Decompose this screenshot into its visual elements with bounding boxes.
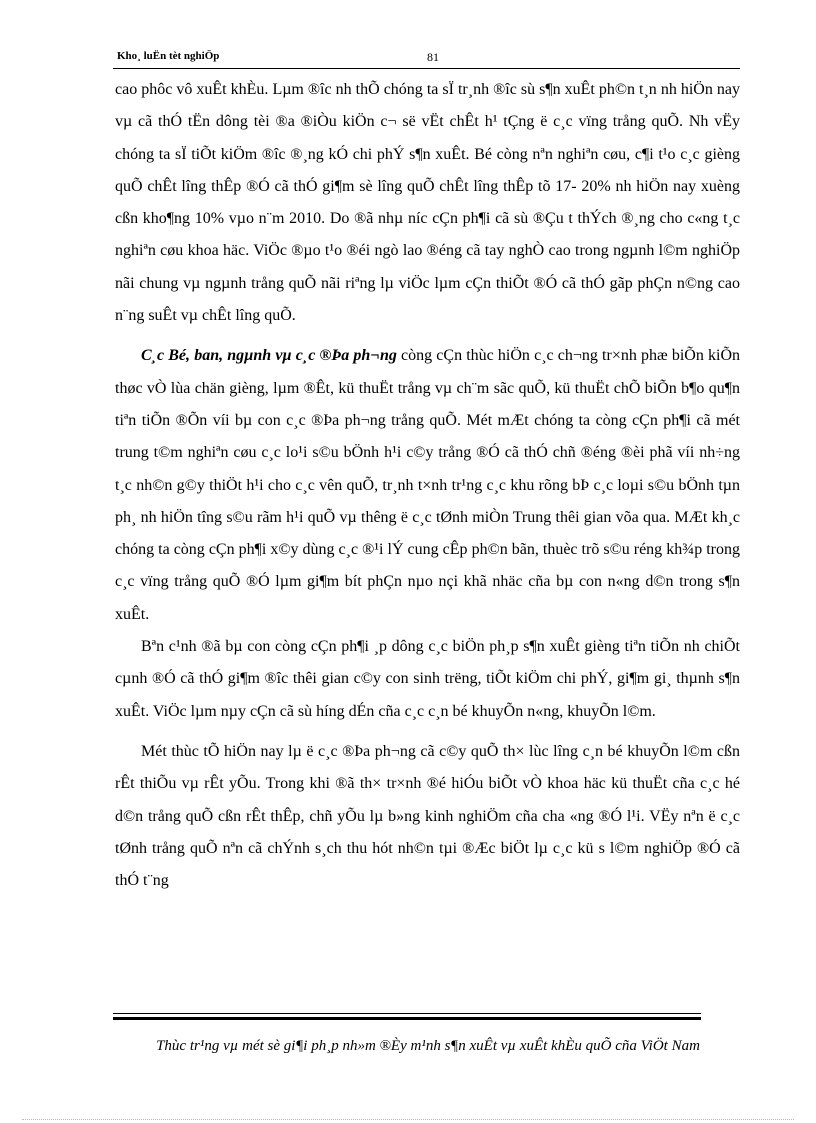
running-title: Kho¸ luËn tèt nghiÖp: [117, 50, 220, 62]
body-text: [115, 74, 740, 897]
paragraph-2-text: còng cÇn thùc hiÖn c¸c ch¬ng tr×nh phæ biÕn kiÕn thøc vÒ lùa chän gièng, lµm ®Êt, kü thuËt trång vµ ch¨m sãc quÕ, kü thuËt chÕ biÕn b¶o qu¶n tiªn tiÕn ®Õn víi bµ con c¸c ®Þa ph¬ng trång quÕ. Mét mÆt chóng ta còng cÇn ph¶i cã mét trung t©m nghiªn cøu c¸c lo¹i s©u bÖnh h¹i c©y trång ®Ó cã thÓ chñ ®éng ®èi phã víi nh÷ng t¸c nh©n g©y thiÖt h¹i cho c¸c vên quÕ, tr¸nh t×nh tr¹ng c¸c khu rõng bÞ c¸c loµi s©u bÖnh tµn ph¸ nh hiÖn tîng s©u rãm h¹i quÕ vµ thêng ë c¸c tØnh miÒn Trung thêi gian võa qua. MÆt kh¸c chóng ta còng cÇn ph¶i x©y dùng c¸c ®¹i lÝ cung cÊp ph©n bãn, thuèc trõ s©u réng kh¾p trong c¸c vïng trång quÕ ®Ó lµm gi¶m bít phÇn nµo nçi khã nhäc cña bµ con n«ng d©n trong s¶n xuÊt.: [115, 347, 741, 623]
paragraph-3-text: Bªn c¹nh ®ã bµ con còng cÇn ph¶i ¸p dông c¸c biÖn ph¸p s¶n xuÊt gièng tiªn tiÕn nh chiÕt cµnh ®Ó cã thÓ gi¶m ®îc thêi gian c©y con sinh trëng, tiÕt kiÖm chi phÝ, gi¶m gi¸ thµnh s¶n xuÊt. ViÖc lµm nµy cÇn cã sù híng dÉn cña c¸c c¸n bé khuyÕn n«ng, khuyÕn l©m.: [115, 638, 740, 720]
page-bottom-border: [22, 1119, 794, 1120]
footer-rule-thin: [113, 1013, 701, 1014]
paragraph-4: [115, 736, 740, 897]
paragraph-3: [115, 631, 740, 728]
paragraph-2: [115, 340, 740, 631]
page-number: 81: [427, 50, 439, 64]
header-rule: [113, 68, 740, 69]
paragraph-1-text: cao phôc vô xuÊt khÈu. Lµm ®îc nh thÕ chóng ta sÏ tr¸nh ®îc sù s¶n xuÊt ph©n t¸n nh hiÖn nay vµ cã thÓ tËn dông tèi ®a ®iÒu kiÖn c¬ së vËt chÊt h¹ tÇng ë c¸c vïng trång quÕ. Nh vËy chóng ta sÏ tiÕt kiÖm ®îc ®¸ng kÓ chi phÝ s¶n xuÊt. Bé còng nªn nghiªn cøu, c¶i t¹o c¸c gièng quÕ chÊt lîng thÊp ®Ó cã thÓ gi¶m sè lîng quÕ chÊt lîng thÊp tõ 17- 20% nh hiÖn nay xuèng cßn kho¶ng 10% vµo n¨m 2010. Do ®ã nhµ níc cÇn ph¶i cã sù ®Çu t thÝch ®¸ng cho c«ng t¸c nghiªn cøu khoa häc. ViÖc ®µo t¹o ®éi ngò lao ®éng cã tay nghÒ cao trong ngµnh l©m nghiÖp nãi chung vµ ngµnh trång quÕ nãi riªng lµ viÖc lµm cÇn thiÕt ®Ó cã thÓ gãp phÇn n©ng cao n¨ng suÊt vµ chÊt lîng quÕ.: [115, 81, 740, 325]
paragraph-1: [115, 74, 740, 332]
paragraph-2-lead: C¸c Bé, ban, ngµnh vµ c¸c ®Þa ph¬ng: [141, 347, 397, 365]
page-footer: Thùc tr¹ng vµ mét sè gi¶i ph¸p nh»m ®Èy m¹nh s¶n xuÊt vµ xuÊt khÈu quÕ cña ViÖt Nam: [156, 1038, 700, 1054]
footer-rule-thick: [113, 1017, 701, 1020]
paragraph-4-text: Mét thùc tÕ hiÖn nay lµ ë c¸c ®Þa ph¬ng cã c©y quÕ th× lùc lîng c¸n bé khuyÕn l©m cßn rÊt thiÕu vµ rÊt yÕu. Trong khi ®ã th× tr×nh ®é hiÓu biÕt vÒ khoa häc kü thuËt cña c¸c hé d©n trång quÕ cßn rÊt thÊp, chñ yÕu lµ b»ng kinh nghiÖm cña cha «ng ®Ó l¹i. VËy nªn ë c¸c tØnh trång quÕ nªn cã chÝnh s¸ch thu hót nh©n tµi ®Æc biÖt lµ c¸c kü s l©m nghiÖp ®Ó cã thÓ t¨ng: [115, 742, 740, 890]
